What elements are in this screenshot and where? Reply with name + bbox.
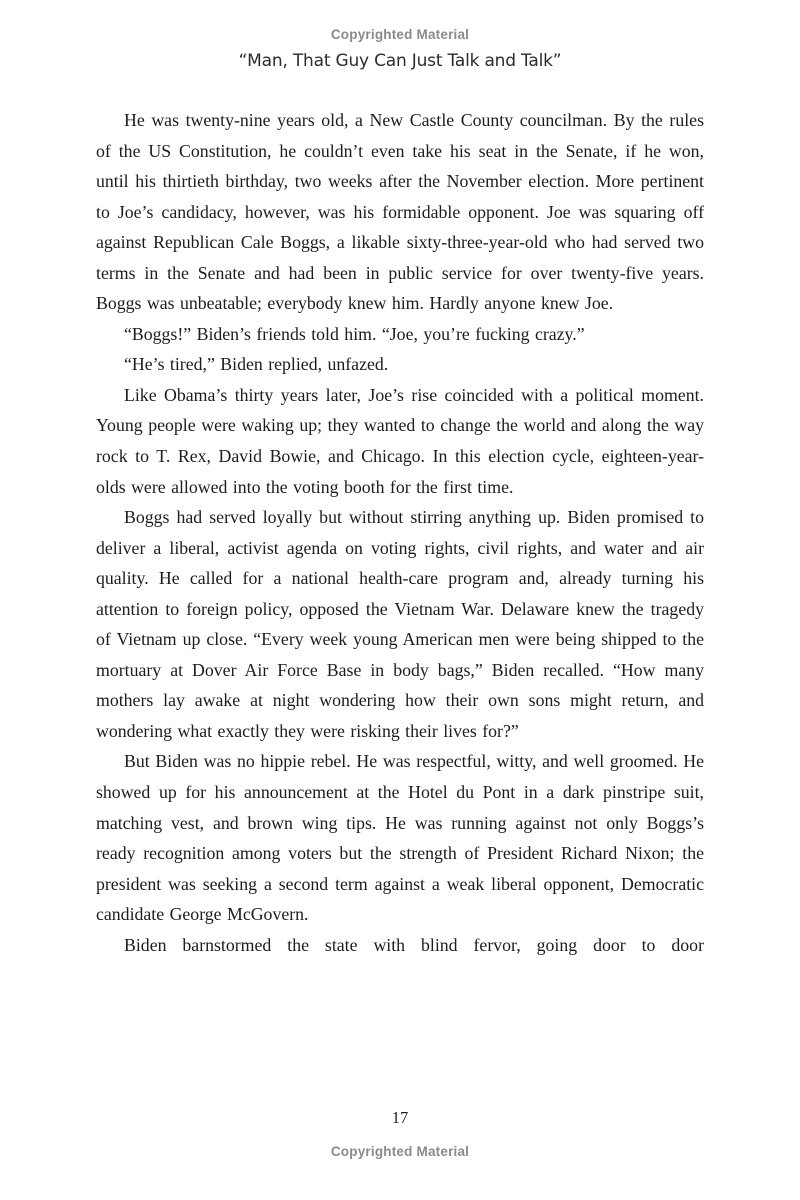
page-number: 17 [391,1108,409,1127]
copyright-notice-bottom: Copyrighted Material [330,1144,470,1159]
paragraph-dialogue: “Boggs!” Biden’s friends told him. “Joe, you’re fucking crazy.” [124,323,585,344]
body-text-block [96,105,704,960]
paragraph-continued: Biden barnstormed the state with blind fervor, going door to door [124,934,704,955]
page-footer [0,1108,800,1200]
paragraph: He was twenty-nine years old, a New Castle County councilman. By the rules of the US Constitution, he couldn’t even take his seat in the Senate, if he won, until his thirtieth birthday, two weeks after the November election. More pertinent to Joe’s candidacy, however, was his formidable opponent. Joe was squaring off against Republican Cale Boggs, a likable sixty-three-year-old who had served two terms in the Senate and had been in public service for over twenty-five years. Boggs was unbeatable; everybody knew him. Hardly anyone knew Joe. [96,110,704,314]
paragraph: Like Obama’s thirty years later, Joe’s rise coincided with a political moment. Young people were waking up; they wanted to change the world and along the way rock to T. Rex, David Bowie, and Chicago. In this election cycle, eighteen-year-olds were allowed into the voting booth for the first time. [96,384,704,497]
paragraph: But Biden was no hippie rebel. He was respectful, witty, and well groomed. He showed up for his announcement at the Hotel du Pont in a dark pinstripe suit, matching vest, and brown wing tips. He was running against not only Boggs’s ready recognition among voters but the strength of President Richard Nixon; the president was seeking a second term against a weak liberal opponent, Democratic candidate George McGovern. [96,751,704,925]
chapter-title: “Man, That Guy Can Just Talk and Talk” [238,51,562,71]
copyright-notice-top: Copyrighted Material [330,27,470,42]
paragraph: Boggs had served loyally but without stirring anything up. Biden promised to deliver a liberal, activist agenda on voting rights, civil rights, and water and air quality. He called for a national health-care program and, already turning his attention to foreign policy, opposed the Vietnam War. Delaware knew the tragedy of Vietnam up close. “Every week young American men were being shipped to the mortuary at Dover Air Force Base in body bags,” Biden recalled. “How many mothers lay awake at night wondering how their own sons might return, and wondering what exactly they were risking their lives for?” [96,507,704,741]
paragraph-dialogue: “He’s tired,” Biden replied, unfazed. [124,354,389,375]
